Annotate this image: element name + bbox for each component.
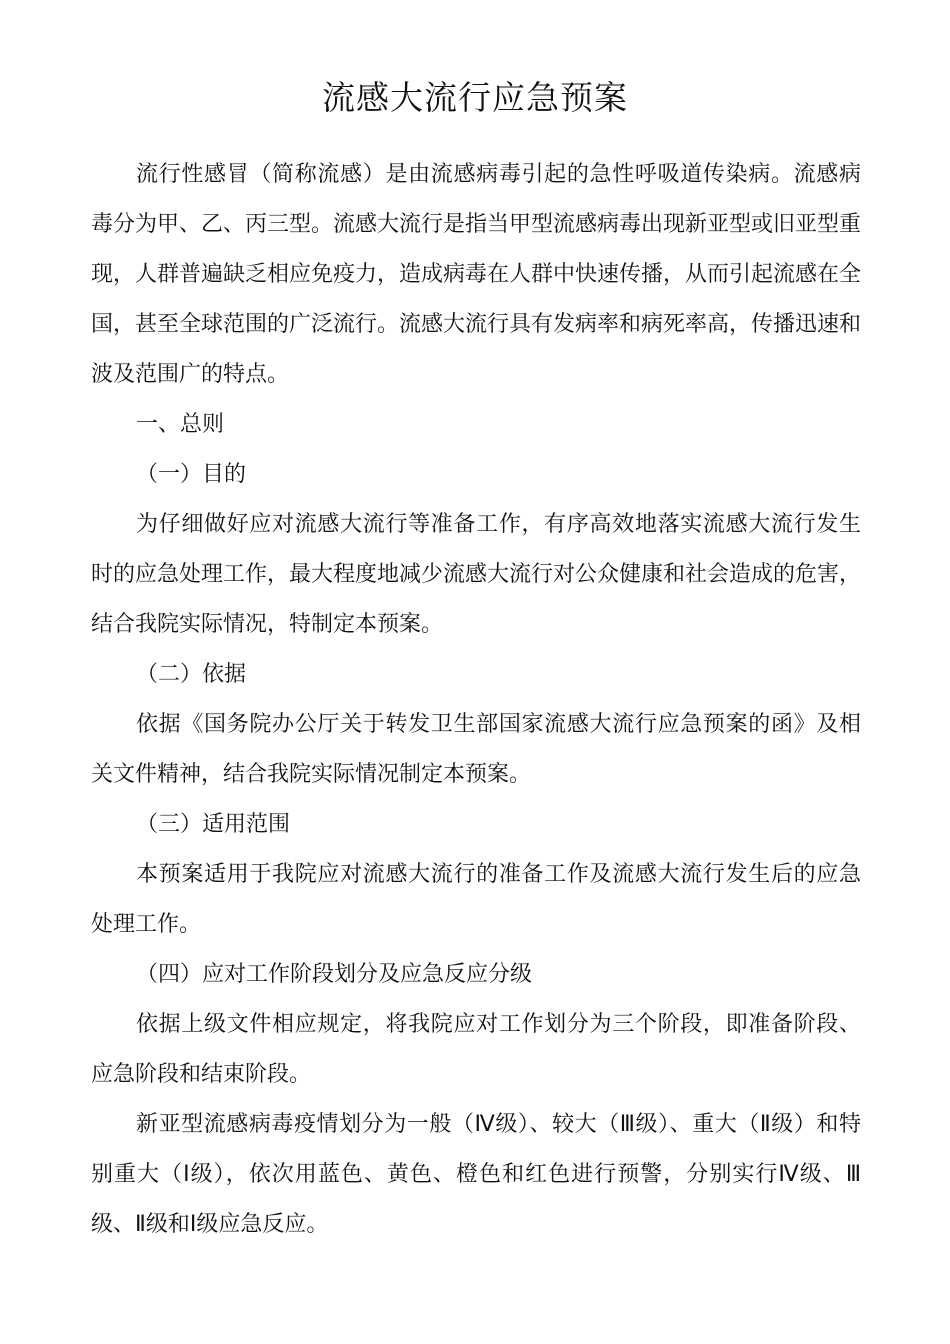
intro-paragraph: 流行性感冒（简称流感）是由流感病毒引起的急性呼吸道传染病。流感病毒分为甲、乙、丙三型。流感大流行是指当甲型流感病毒出现新亚型或旧亚型重现，人群普遍缺乏相应免疫力，造成病毒在人群中快速传播，从而引起流感在全国，甚至全球范围的广泛流行。流感大流行具有发病率和病死率高，传播迅速和波及范围广的特点。 [91,162,862,387]
basis-paragraph: 依据《国务院办公厅关于转发卫生部国家流感大流行应急预案的函》及相关文件精神，结合我院实际情况制定本预案。 [91,712,861,787]
section-heading-general: 一、总则 [136,412,225,437]
subsection-heading-purpose: （一）目的 [136,462,247,487]
subsection-heading-scope: （三）适用范围 [136,812,291,837]
purpose-paragraph: 为仔细做好应对流感大流行等准备工作，有序高效地落实流感大流行发生时的应急处理工作，最大程度地减少流感大流行对公众健康和社会造成的危害，结合我院实际情况，特制定本预案。 [91,512,862,637]
document-title: 流感大流行应急预案 [322,78,628,117]
levels-paragraph: 新亚型流感病毒疫情划分为一般（Ⅳ级）、较大（Ⅲ级）、重大（Ⅱ级）和特别重大（Ⅰ级），依次用蓝色、黄色、橙色和红色进行预警，分别实行Ⅳ级、Ⅲ级、Ⅱ级和Ⅰ级应急反应。 [91,1112,861,1237]
document-body [91,150,861,1250]
scope-paragraph: 本预案适用于我院应对流感大流行的准备工作及流感大流行发生后的应急处理工作。 [91,862,861,937]
subsection-heading-stages: （四）应对工作阶段划分及应急反应分级 [136,962,533,987]
subsection-heading-basis: （二）依据 [136,662,247,687]
stages-paragraph: 依据上级文件相应规定，将我院应对工作划分为三个阶段，即准备阶段、应急阶段和结束阶段。 [91,1012,861,1087]
